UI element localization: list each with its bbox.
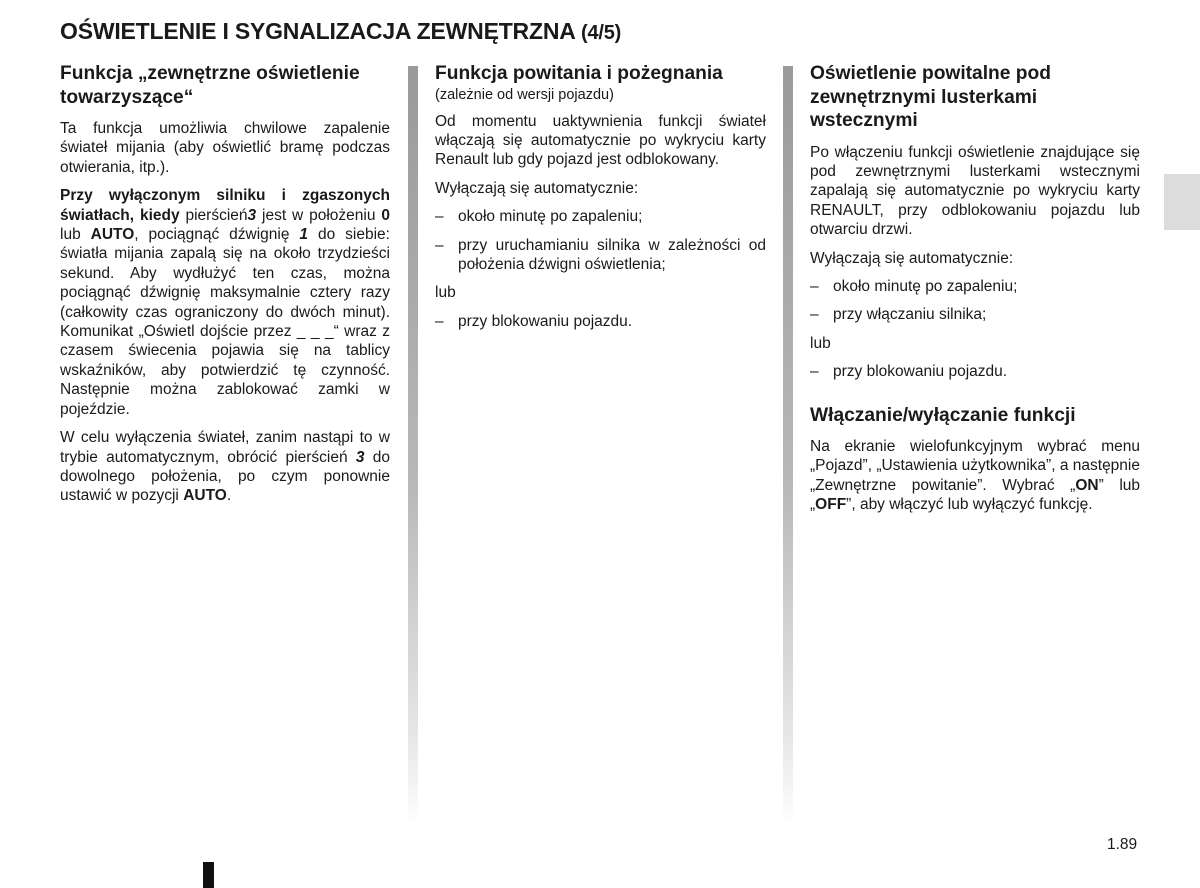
crop-mark (203, 862, 214, 888)
off-label: OFF (815, 496, 847, 514)
paragraph-mirror-lights: Po włączeniu funkcji oświetlenie znajdujące się pod zewnętrznymi lusterkami wstecznymi zapalają się automatycznie po wykryciu karty RENAULT, przy odblokowaniu pojazdu lub otwarciu drzwi. (810, 143, 1140, 239)
text-fragment: lub (60, 226, 91, 244)
chapter-tab-marker (1164, 174, 1200, 230)
text-fragment: Na ekranie wielofunkcyjnym wybrać menu „Pojazd”, „Ustawienia użytkownika”, a następnie „Zewnętrzne powitanie”. Wybrać „ (810, 438, 1140, 494)
column-right (810, 62, 1140, 524)
text-fragment: pierścień (179, 206, 248, 224)
ring-number: 3 (355, 448, 365, 466)
auto-off-list-last (435, 312, 766, 331)
text-fragment: , pociągnąć dźwignię (134, 226, 300, 244)
page-title (60, 18, 621, 45)
paragraph-instructions (60, 186, 390, 419)
on-label: ON (1075, 476, 1099, 494)
auto-off-list-last (810, 362, 1140, 381)
text-fragment: ”, aby włączyć lub wyłączyć funkcję. (846, 496, 1093, 514)
list-item: – przy blokowaniu pojazdu. (810, 362, 1140, 381)
list-item: – około minutę po zapaleniu; (810, 277, 1140, 296)
auto-label: AUTO (90, 226, 135, 244)
column-divider-right (783, 66, 793, 826)
column-left (60, 62, 390, 515)
paragraph-welcome: Od momentu uaktywnienia funkcji świateł włączają się automatycznie po wykryciu karty Renault lub gdy pojazd jest odblokowany. (435, 112, 766, 169)
text-fragment: do siebie: światła mijania zapalą się na około trzydzieści sekund. Aby wydłużyć ten czas, można pociągnąć dźwignię maksymalnie cztery razy (całkowity czas ograniczony do dwóch minut). Komunikat „Oświetl dojście przez _ _ _“ wraz z czasem świecenia pojawia się na tablicy wskaźników, aby potwierdzić tę czynność. Następnie można zablokować zamki w pojeździe. (60, 226, 390, 418)
text-fragment: ” lub „ (810, 476, 1140, 514)
list-item: – przy włączaniu silnika; (810, 305, 1140, 324)
text-fragment: . (226, 487, 232, 505)
paragraph-toggle (810, 437, 1140, 515)
instruction-bold-lead: Przy wyłączonym silniku i zgaszonych światłach, kiedy (60, 187, 390, 224)
auto-label: AUTO (183, 487, 227, 505)
page-number: 1.89 (1107, 836, 1138, 853)
or-text: lub (435, 284, 456, 302)
paragraph-intro: Ta funkcja umożliwia chwilowe zapalenie świateł mijania (aby oświetlić bramę podczas otwierania, itp.). (60, 120, 390, 176)
list-item: – przy blokowaniu pojazdu. (435, 312, 766, 331)
or-text: lub (810, 334, 831, 352)
section-heading-mirror-lights: Oświetlenie powitalne pod zewnętrznymi lusterkami wstecznymi (810, 63, 1051, 131)
page-part-label: (4/5) (581, 22, 622, 44)
text-fragment: jest w położeniu (256, 206, 382, 224)
ring-number: 3 (247, 206, 257, 224)
lever-number: 1 (299, 226, 309, 244)
paragraph-switch-off (60, 428, 390, 506)
auto-off-list (810, 277, 1140, 325)
page-title-text: OŚWIETLENIE I SYGNALIZACJA ZEWNĘTRZNA (60, 18, 575, 44)
section-heading-welcome: Funkcja powitania i pożegnania (435, 63, 723, 84)
column-divider-left (408, 66, 418, 826)
text-fragment: W celu wyłączenia świateł, zanim nastąpi to w trybie automatycznym, obrócić pierścień (60, 429, 390, 466)
list-item: – przy uruchamianiu silnika w zależności od położenia dźwigni oświetlenia; (435, 236, 766, 275)
paragraph-auto-off: Wyłączają się automatycznie: (435, 179, 639, 197)
section-subtitle: (zależnie od wersji pojazdu) (435, 86, 614, 103)
section-heading-coming-home: Funkcja „zewnętrzne oświetlenie towarzyszące“ (60, 63, 360, 108)
paragraph-auto-off: Wyłączają się automatycznie: (810, 249, 1014, 267)
section-heading-toggle: Włączanie/wyłączanie funkcji (810, 404, 1076, 426)
text-fragment: do dowolnego położenia, po czym ponownie ustawić w pozycji (60, 448, 390, 505)
auto-off-list (435, 207, 766, 274)
list-item: – około minutę po zapaleniu; (435, 207, 766, 226)
position-zero: 0 (381, 206, 390, 224)
column-middle (435, 62, 766, 340)
